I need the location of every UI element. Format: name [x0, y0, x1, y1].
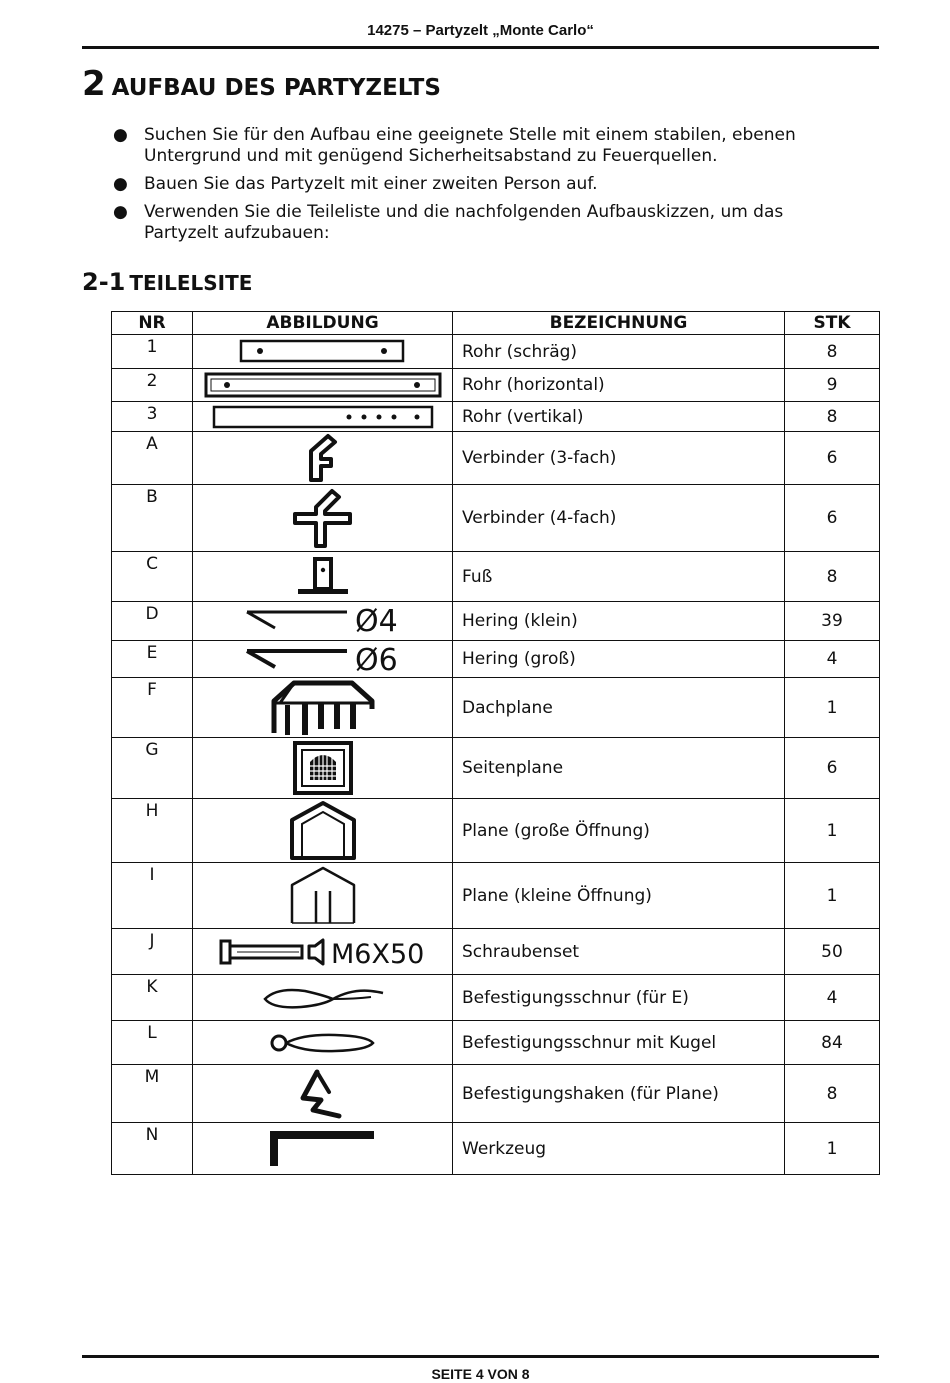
row-qty: 9 — [785, 369, 880, 402]
peg-small-icon — [243, 604, 403, 638]
row-name: Befestigungsschnur (für E) — [453, 975, 785, 1021]
table-row — [112, 863, 880, 929]
row-name: Werkzeug — [453, 1123, 785, 1175]
section-number: 2 — [82, 64, 106, 104]
row-name: Befestigungshaken (für Plane) — [453, 1065, 785, 1123]
running-title: 14275 – Partyzelt „Monte Carlo“ — [367, 22, 594, 39]
gable-small-opening-icon — [288, 865, 358, 927]
row-nr: 2 — [112, 369, 193, 402]
row-nr: L — [112, 1021, 193, 1065]
header-name: BEZEICHNUNG — [453, 312, 785, 335]
row-qty: 50 — [785, 929, 880, 975]
hook-icon — [295, 1068, 351, 1120]
row-name: Befestigungsschnur mit Kugel — [453, 1021, 785, 1065]
tube-holes-icon — [211, 404, 435, 430]
header-figure: ABBILDUNG — [193, 312, 453, 335]
header-nr: NR — [112, 312, 193, 335]
list-item-text: Verwenden Sie die Teileliste und die nachfolgenden Aufbauskizzen, um das Partyzelt aufzubauen: — [144, 202, 784, 243]
header-qty: STK — [785, 312, 880, 335]
screw-size-label: M6X50 — [330, 938, 424, 969]
parts-table — [111, 311, 880, 1175]
row-nr: B — [112, 485, 193, 552]
row-qty: 6 — [785, 432, 880, 485]
row-name: Plane (große Öffnung) — [453, 799, 785, 863]
row-nr: H — [112, 799, 193, 863]
row-qty: 8 — [785, 402, 880, 432]
row-qty: 1 — [785, 799, 880, 863]
table-row — [112, 929, 880, 975]
row-name: Rohr (horizontal) — [453, 369, 785, 402]
row-qty: 1 — [785, 678, 880, 738]
row-nr: G — [112, 738, 193, 799]
table-row — [112, 402, 880, 432]
list-item-text: Bauen Sie das Partyzelt mit einer zweiten Person auf. — [144, 174, 598, 194]
row-name: Verbinder (3-fach) — [453, 432, 785, 485]
subsection-number: 2-1 — [82, 268, 126, 296]
side-panel-window-icon — [292, 740, 354, 796]
peg-large-size-label: Ø6 — [354, 643, 398, 676]
section-title: AUFBAU DES PARTYZELTS — [111, 75, 441, 101]
row-name: Rohr (vertikal) — [453, 402, 785, 432]
peg-large-icon — [243, 642, 403, 676]
row-nr: 1 — [112, 335, 193, 369]
cord-ball-icon — [267, 1030, 379, 1056]
row-nr: 3 — [112, 402, 193, 432]
row-nr: C — [112, 552, 193, 602]
foot-plate-icon — [295, 556, 351, 598]
allen-key-icon — [268, 1129, 378, 1169]
row-nr: M — [112, 1065, 193, 1123]
screw-nut-icon — [217, 935, 429, 969]
list-item — [110, 202, 850, 244]
row-qty: 4 — [785, 975, 880, 1021]
row-nr: D — [112, 602, 193, 641]
subsection-title: TEILELSITE — [129, 271, 253, 295]
bullet-icon: ● — [113, 174, 128, 194]
row-nr: F — [112, 678, 193, 738]
row-name: Hering (klein) — [453, 602, 785, 641]
list-item — [110, 125, 850, 167]
row-name: Rohr (schräg) — [453, 335, 785, 369]
section-heading — [82, 64, 441, 104]
row-name: Dachplane — [453, 678, 785, 738]
row-qty: 4 — [785, 641, 880, 678]
row-qty: 39 — [785, 602, 880, 641]
row-nr: E — [112, 641, 193, 678]
header-rule — [82, 46, 879, 49]
table-row — [112, 552, 880, 602]
page-number: SEITE 4 VON 8 — [431, 1366, 530, 1382]
table-row — [112, 369, 880, 402]
row-nr: A — [112, 432, 193, 485]
table-row — [112, 335, 880, 369]
bullet-icon: ● — [113, 125, 128, 145]
table-row — [112, 602, 880, 641]
tube-short-icon — [238, 338, 408, 366]
cord-loop-icon — [259, 985, 387, 1011]
row-name: Seitenplane — [453, 738, 785, 799]
row-qty: 84 — [785, 1021, 880, 1065]
roof-cover-icon — [270, 679, 376, 737]
row-qty: 1 — [785, 1123, 880, 1175]
row-qty: 6 — [785, 485, 880, 552]
connector-3way-icon — [298, 433, 348, 483]
table-row — [112, 975, 880, 1021]
bullet-icon: ● — [113, 202, 128, 222]
table-row — [112, 432, 880, 485]
list-item — [110, 174, 850, 195]
tube-long-icon — [203, 371, 443, 399]
row-qty: 8 — [785, 335, 880, 369]
instruction-list — [110, 125, 850, 251]
row-qty: 8 — [785, 1065, 880, 1123]
list-item-text: Suchen Sie für den Aufbau eine geeignete Stelle mit einem stabilen, ebenen Untergrund und mit genügend Sicherheitsabstand zu Feuerquellen. — [144, 125, 796, 166]
table-row — [112, 1065, 880, 1123]
row-qty: 8 — [785, 552, 880, 602]
row-qty: 6 — [785, 738, 880, 799]
table-row — [112, 1123, 880, 1175]
row-nr: N — [112, 1123, 193, 1175]
gable-large-opening-icon — [288, 800, 358, 862]
row-nr: K — [112, 975, 193, 1021]
table-header-row — [112, 312, 880, 335]
row-name: Hering (groß) — [453, 641, 785, 678]
table-row — [112, 799, 880, 863]
row-name: Verbinder (4-fach) — [453, 485, 785, 552]
footer-rule — [82, 1355, 879, 1358]
row-name: Schraubenset — [453, 929, 785, 975]
table-row — [112, 641, 880, 678]
row-nr: J — [112, 929, 193, 975]
row-nr: I — [112, 863, 193, 929]
subsection-heading — [82, 268, 252, 296]
peg-small-size-label: Ø4 — [354, 604, 398, 638]
row-name: Fuß — [453, 552, 785, 602]
table-row — [112, 678, 880, 738]
row-name: Plane (kleine Öffnung) — [453, 863, 785, 929]
table-row — [112, 1021, 880, 1065]
row-qty: 1 — [785, 863, 880, 929]
connector-4way-icon — [290, 487, 356, 549]
table-row — [112, 738, 880, 799]
table-row — [112, 485, 880, 552]
